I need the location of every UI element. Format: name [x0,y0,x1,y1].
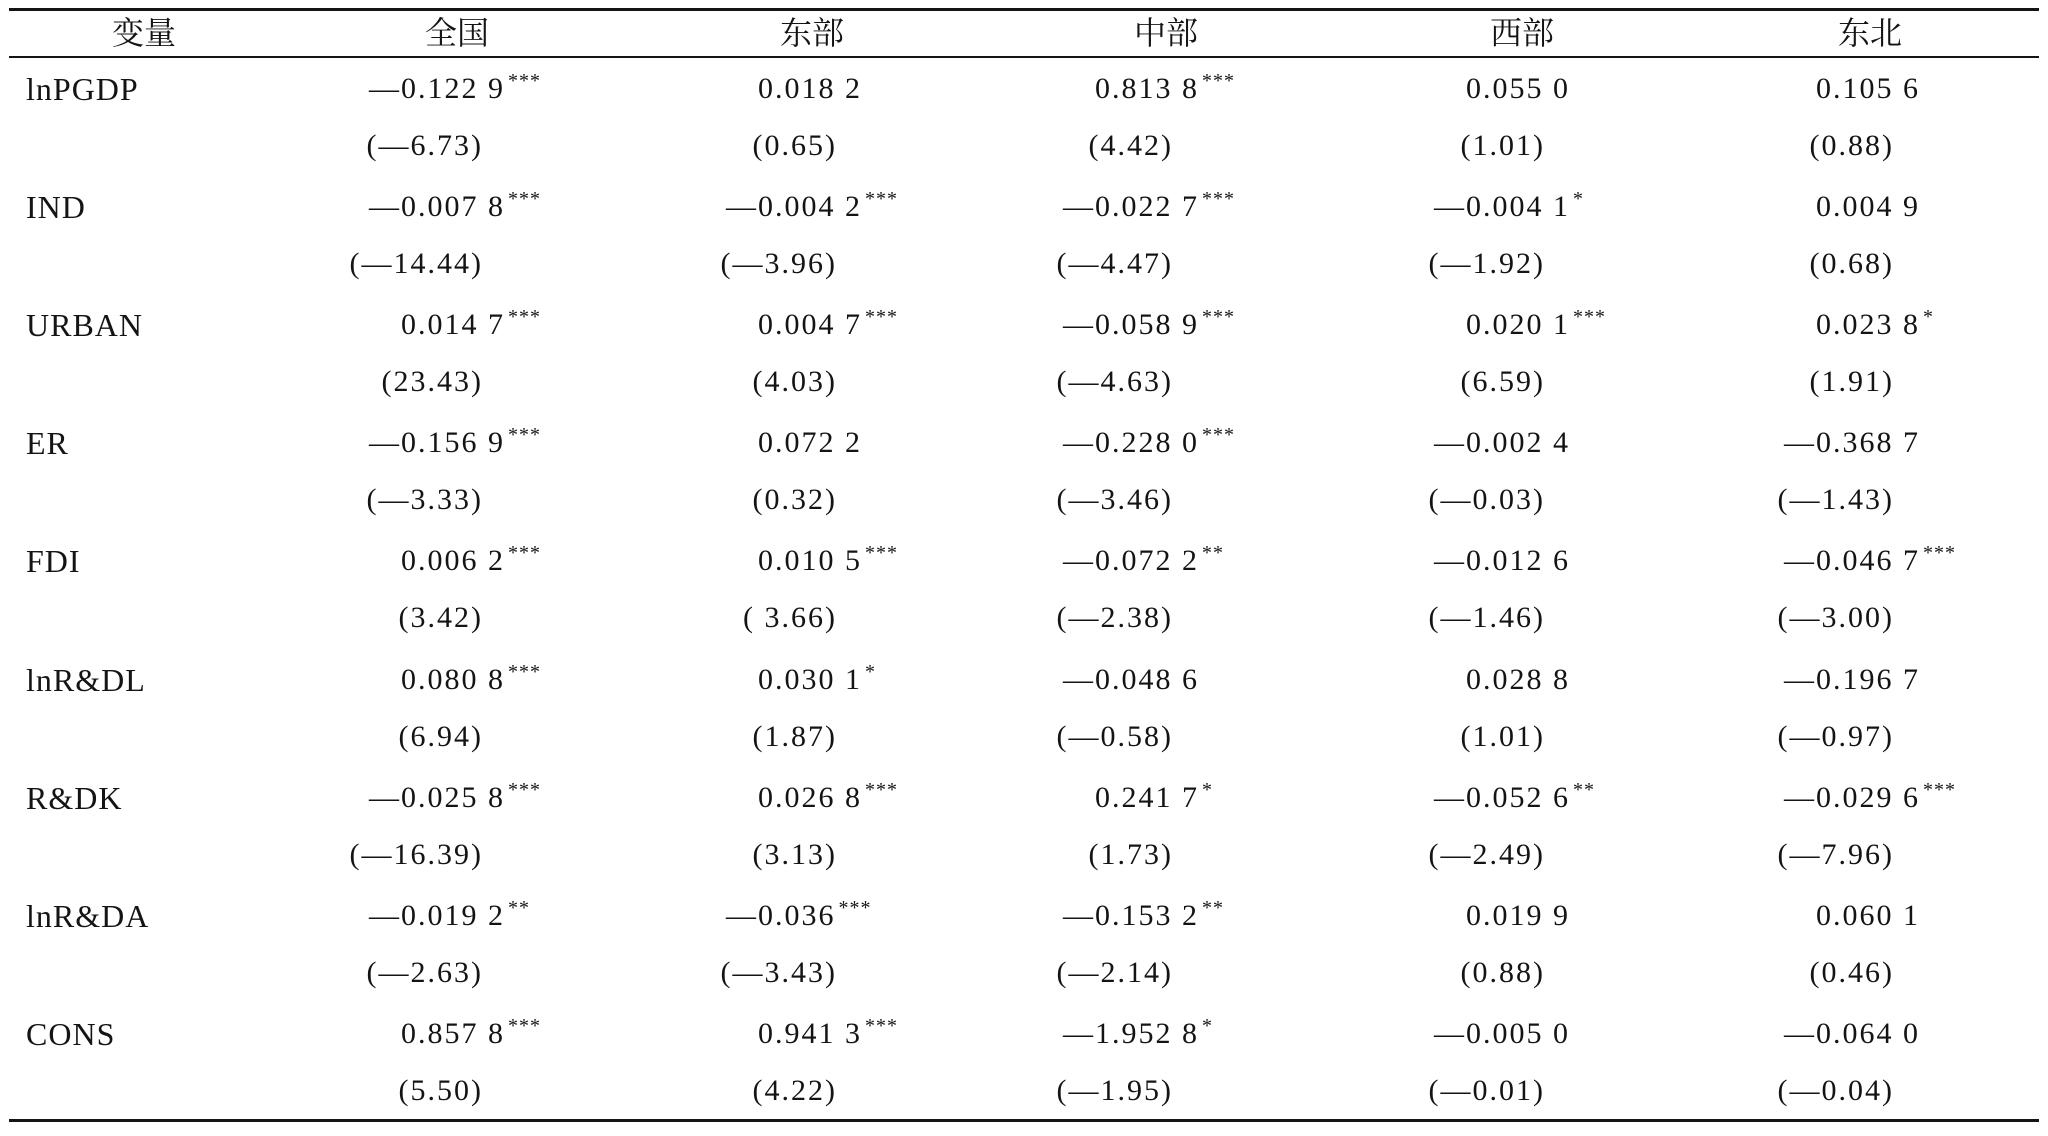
coefficient-value: —0.007 8 [369,190,505,224]
significance-stars: *** [508,542,541,565]
coefficient-value: —0.228 0 [1063,426,1199,460]
t-statistic-west: (6.59) [1460,365,1545,399]
t-statistic-central: (—4.47) [1056,247,1173,281]
coefficient-value: 0.006 2 [401,544,505,578]
coefficient-cell-national [369,423,541,463]
significance-stars: * [865,660,876,683]
t-statistic-east: (0.65) [752,129,837,162]
coefficient-cell-national [369,778,541,818]
coefficient-value: —0.048 6 [1063,662,1199,696]
t-statistic-northeast: (0.68) [1809,247,1894,281]
column-header-national: 全国 [424,15,490,51]
row-label: lnR&DL [26,661,146,698]
t-statistic-east: (1.87) [752,719,837,753]
significance-stars: * [1202,778,1213,801]
coefficient-cell-east [758,660,876,700]
column-header-central: 中部 [1133,15,1199,51]
row-label: lnR&DA [26,897,150,934]
coefficient-cell-west [1434,778,1595,818]
t-statistic-national: (23.43) [381,365,483,399]
coefficient-value: —0.058 9 [1063,308,1199,342]
coefficient-value: —0.156 9 [369,426,505,460]
coefficient-cell-northeast [1784,660,1920,700]
coefficient-cell-west [1466,896,1570,936]
coefficient-value: —0.072 2 [1063,544,1199,578]
significance-stars: ** [1202,542,1224,565]
t-statistic-northeast: (0.88) [1809,129,1894,162]
coefficient-cell-national [401,305,541,345]
t-statistic-east: ( 3.66) [743,601,837,635]
significance-stars: *** [865,778,898,801]
t-statistic-national: (3.42) [398,601,483,635]
column-header-west: 西部 [1489,15,1555,51]
coefficient-value: 0.019 9 [1466,898,1570,932]
coefficient-value: 0.072 2 [758,426,862,460]
coefficient-cell-central [1095,69,1235,109]
coefficient-value: —0.029 6 [1784,780,1920,814]
coefficient-cell-northeast [1816,187,1920,227]
row-label: ER [26,425,69,462]
coefficient-value: 0.941 3 [758,1016,862,1050]
table-header-rule [9,56,2039,58]
coefficient-cell-northeast [1816,305,1934,345]
significance-stars: *** [508,1014,541,1037]
table-bottom-rule [9,1119,2039,1122]
coefficient-value: 0.060 1 [1816,898,1920,932]
significance-stars: *** [865,188,898,211]
coefficient-cell-east [758,423,862,463]
table-top-rule [9,8,2039,11]
coefficient-value: 0.080 8 [401,662,505,696]
row-label: URBAN [26,307,144,344]
coefficient-cell-central [1063,423,1235,463]
t-statistic-west: (0.88) [1460,955,1545,989]
coefficient-value: —0.004 2 [726,190,862,224]
coefficient-cell-central [1095,778,1213,818]
significance-stars: * [1573,188,1584,211]
coefficient-value: —0.052 6 [1434,780,1570,814]
significance-stars: *** [508,306,541,329]
coefficient-cell-central [1063,1014,1213,1054]
coefficient-value: 0.010 5 [758,544,862,578]
coefficient-value: —0.046 7 [1784,544,1920,578]
coefficient-cell-east [726,896,872,936]
coefficient-cell-west [1434,541,1570,581]
coefficient-value: 0.241 7 [1095,780,1199,814]
t-statistic-northeast: (—7.96) [1777,837,1894,871]
t-statistic-west: (—1.46) [1428,601,1545,635]
coefficient-value: 0.004 7 [758,308,862,342]
significance-stars: *** [1202,188,1235,211]
t-statistic-west: (—1.92) [1428,247,1545,281]
t-statistic-west: (1.01) [1460,129,1545,162]
coefficient-value: —0.368 7 [1784,426,1920,460]
coefficient-cell-west [1434,423,1570,463]
coefficient-cell-east [758,778,898,818]
t-statistic-west: (—2.49) [1428,837,1545,871]
t-statistic-central: (—2.14) [1056,955,1173,989]
t-statistic-national: (—6.73) [366,129,483,162]
coefficient-cell-east [758,305,898,345]
significance-stars: *** [1202,70,1235,92]
coefficient-value: —0.012 6 [1434,544,1570,578]
t-statistic-east: (—3.96) [720,247,837,281]
t-statistic-national: (—14.44) [349,247,483,281]
coefficient-cell-west [1466,660,1570,700]
t-statistic-northeast: (0.46) [1809,955,1894,989]
coefficient-cell-national [369,187,541,227]
coefficient-cell-central [1063,541,1224,581]
coefficient-value: 0.020 1 [1466,308,1570,342]
t-statistic-northeast: (1.91) [1809,365,1894,399]
t-statistic-national: (5.50) [398,1073,483,1107]
coefficient-cell-national [369,896,530,936]
t-statistic-west: (1.01) [1460,719,1545,753]
significance-stars: *** [838,896,872,919]
significance-stars: *** [1202,424,1235,447]
significance-stars: *** [1573,306,1606,329]
significance-stars: *** [1923,542,1956,565]
t-statistic-west: (—0.03) [1428,483,1545,517]
coefficient-cell-east [758,1014,898,1054]
t-statistic-national: (6.94) [398,719,483,753]
significance-stars: ** [508,896,530,919]
t-statistic-central: (4.42) [1088,129,1173,162]
row-label: IND [26,189,86,226]
t-statistic-national: (—16.39) [349,837,483,871]
coefficient-cell-west [1466,69,1570,109]
coefficient-value: —0.153 2 [1063,898,1199,932]
coefficient-value: —0.196 7 [1784,662,1920,696]
coefficient-value: 0.030 1 [758,662,862,696]
coefficient-cell-east [758,69,862,109]
significance-stars: *** [508,70,541,92]
coefficient-cell-national [369,69,541,109]
coefficient-value: 0.023 8 [1816,308,1920,342]
t-statistic-northeast: (—3.00) [1777,601,1894,635]
significance-stars: * [1202,1014,1213,1037]
coefficient-value: 0.105 6 [1816,72,1920,105]
coefficient-value: —0.064 0 [1784,1016,1920,1050]
coefficient-value: 0.014 7 [401,308,505,342]
significance-stars: *** [1202,306,1235,329]
coefficient-value: 0.813 8 [1095,72,1199,105]
significance-stars: *** [508,660,541,683]
t-statistic-east: (—3.43) [720,955,837,989]
t-statistic-northeast: (—1.43) [1777,483,1894,517]
coefficient-cell-national [401,660,541,700]
row-label: lnPGDP [26,71,139,107]
significance-stars: * [1923,306,1934,329]
column-header-northeast: 东北 [1837,15,1903,51]
coefficient-cell-national [401,1014,541,1054]
column-header-east: 东部 [779,15,845,51]
coefficient-value: —0.122 9 [369,72,505,105]
t-statistic-northeast: (—0.97) [1777,719,1894,753]
coefficient-value: 0.026 8 [758,780,862,814]
coefficient-cell-west [1434,1014,1570,1054]
coefficient-cell-west [1434,187,1584,227]
coefficient-value: 0.055 0 [1466,72,1570,105]
row-label: R&DK [26,779,123,816]
t-statistic-national: (—2.63) [366,955,483,989]
coefficient-value: —0.019 2 [369,898,505,932]
significance-stars: *** [865,542,898,565]
t-statistic-west: (—0.01) [1428,1073,1545,1107]
coefficient-value: 0.004 9 [1816,190,1920,224]
coefficient-cell-central [1063,187,1235,227]
t-statistic-east: (0.32) [752,483,837,517]
coefficient-cell-northeast [1784,778,1956,818]
coefficient-value: 0.028 8 [1466,662,1570,696]
coefficient-value: —0.004 1 [1434,190,1570,224]
coefficient-cell-west [1466,305,1606,345]
row-label: CONS [26,1015,116,1052]
t-statistic-central: (—1.95) [1056,1073,1173,1107]
t-statistic-central: (—2.38) [1056,601,1173,635]
coefficient-cell-northeast [1784,1014,1920,1054]
coefficient-cell-central [1063,305,1235,345]
coefficient-cell-central [1063,660,1199,700]
t-statistic-east: (4.22) [752,1073,837,1107]
t-statistic-east: (3.13) [752,837,837,871]
coefficient-cell-east [726,187,898,227]
coefficient-value: —0.036 [726,898,836,932]
coefficient-cell-northeast [1816,896,1920,936]
significance-stars: *** [508,778,541,801]
significance-stars: ** [1573,778,1595,801]
coefficient-value: —0.005 0 [1434,1016,1570,1050]
coefficient-cell-national [401,541,541,581]
coefficient-value: —0.002 4 [1434,426,1570,460]
significance-stars: *** [865,306,898,329]
column-header-variable: 变量 [111,15,177,51]
significance-stars: *** [1923,778,1956,801]
coefficient-cell-northeast [1784,541,1956,581]
t-statistic-northeast: (—0.04) [1777,1073,1894,1107]
coefficient-value: —0.022 7 [1063,190,1199,224]
coefficient-cell-northeast [1816,69,1920,109]
t-statistic-east: (4.03) [752,365,837,399]
t-statistic-central: (—0.58) [1056,719,1173,753]
significance-stars: *** [508,188,541,211]
significance-stars: *** [508,424,541,447]
coefficient-value: —0.025 8 [369,780,505,814]
coefficient-value: —1.952 8 [1063,1016,1199,1050]
t-statistic-central: (—4.63) [1056,365,1173,399]
t-statistic-national: (—3.33) [366,483,483,517]
coefficient-cell-northeast [1784,423,1920,463]
t-statistic-central: (1.73) [1088,837,1173,871]
coefficient-value: 0.018 2 [758,72,862,105]
significance-stars: ** [1202,896,1224,919]
coefficient-cell-central [1063,896,1224,936]
coefficient-cell-east [758,541,898,581]
coefficient-value: 0.857 8 [401,1016,505,1050]
t-statistic-central: (—3.46) [1056,483,1173,517]
row-label: FDI [26,543,81,580]
significance-stars: *** [865,1014,898,1037]
